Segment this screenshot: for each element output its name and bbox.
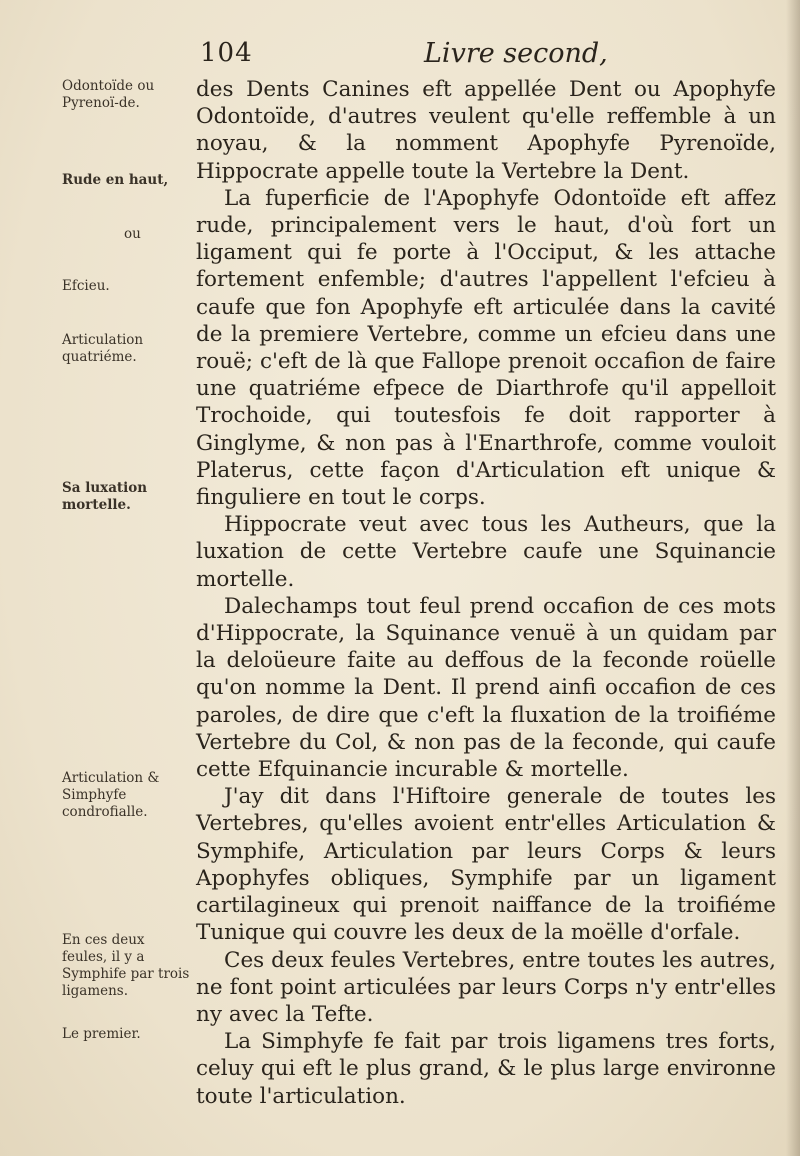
paragraph: Hippocrate veut avec tous les Autheurs, que la luxation de cette Vertebre caufe une Squinancie mortelle. xyxy=(196,512,776,592)
margin-note-odontoide: Odontoïde ou Pyrenoï-de. xyxy=(62,78,155,111)
running-title: Livre second, xyxy=(424,38,608,69)
margin-note-ligamens: En ces deux feules, il y a Symphife par trois ligamens. xyxy=(62,932,190,999)
margin-note-premier: Le premier. xyxy=(62,1026,141,1042)
page-header xyxy=(200,38,770,74)
page-number: 104 xyxy=(200,38,253,68)
paragraph: Dalechamps tout feul prend occafion de ces mots d'Hippocrate, la Squinance venuë à un quidam par la deloüeure faite au deffous de la feconde roüelle qu'on nomme la Dent. Il prend ainfi occafion de ces paroles, de dire que c'eft la fluxation de la troifiéme Vertebre du Col, & non pas de la feconde, qui caufe cette Efquinancie incurable & mortelle. xyxy=(196,593,776,783)
margin-note-simphyfe: Articulation & Simphyfe condrofialle. xyxy=(62,770,160,820)
paragraph: J'ay dit dans l'Hiftoire generale de toutes les Vertebres, qu'elles avoient entr'elles Articulation & Symphife, Articulation par leurs Corps & leurs Apophyfes obliques, Symphife par un ligament cartilagineux qui prenoit naiffance de la troifiéme Tunique qui couvre les deux de la moëlle d'orfale. xyxy=(196,784,776,946)
paragraph: des Dents Canines eft appellée Dent ou Apophyfe Odontoïde, d'autres veulent qu'elle reffemble à un noyau, & la nomment Apophyfe Pyrenoïde, Hippocrate appelle toute la Vertebre la Dent. xyxy=(196,77,776,184)
body-text xyxy=(196,76,776,1110)
margin-note-efcieu: Efcieu. xyxy=(62,278,110,294)
paragraph: Ces deux feules Vertebres, entre toutes les autres, ne font point articulées par leurs Corps n'y entr'elles ny avec la Tefte. xyxy=(196,947,776,1027)
paragraph: La fuperficie de l'Apophyfe Odontoïde eft affez rude, principalement vers le haut, d'où fort un ligament qui fe porte à l'Occiput, & les attache fortement enfemble; d'autres l'appellent l'efcieu à caufe que fon Apophyfe eft articulée dans la cavité de la premiere Vertebre, comme un efcieu dans une rouë; c'eft de là que Fallope prenoit occafion de faire une quatriéme efpece de Diarthrofe qu'il appelloit Trochoide, qui toutesfois fe doit rapporter à Ginglyme, & non pas à l'Enarthrofe, comme vouloit Platerus, cette façon d'Articulation eft unique & finguliere en tout le corps. xyxy=(196,185,776,511)
margin-note-ou: ou xyxy=(124,226,141,242)
paragraph: La Simphyfe fe fait par trois ligamens tres forts, celuy qui eft le plus grand, & le plus large environne toute l'articulation. xyxy=(196,1029,776,1109)
margin-note-rude: Rude en haut, xyxy=(62,172,169,188)
page-edge-shadow xyxy=(786,0,800,1156)
margin-note-articulation-quatrieme: Articulation quatriéme. xyxy=(62,332,144,365)
margin-note-luxation: Sa luxation mortelle. xyxy=(62,480,148,513)
